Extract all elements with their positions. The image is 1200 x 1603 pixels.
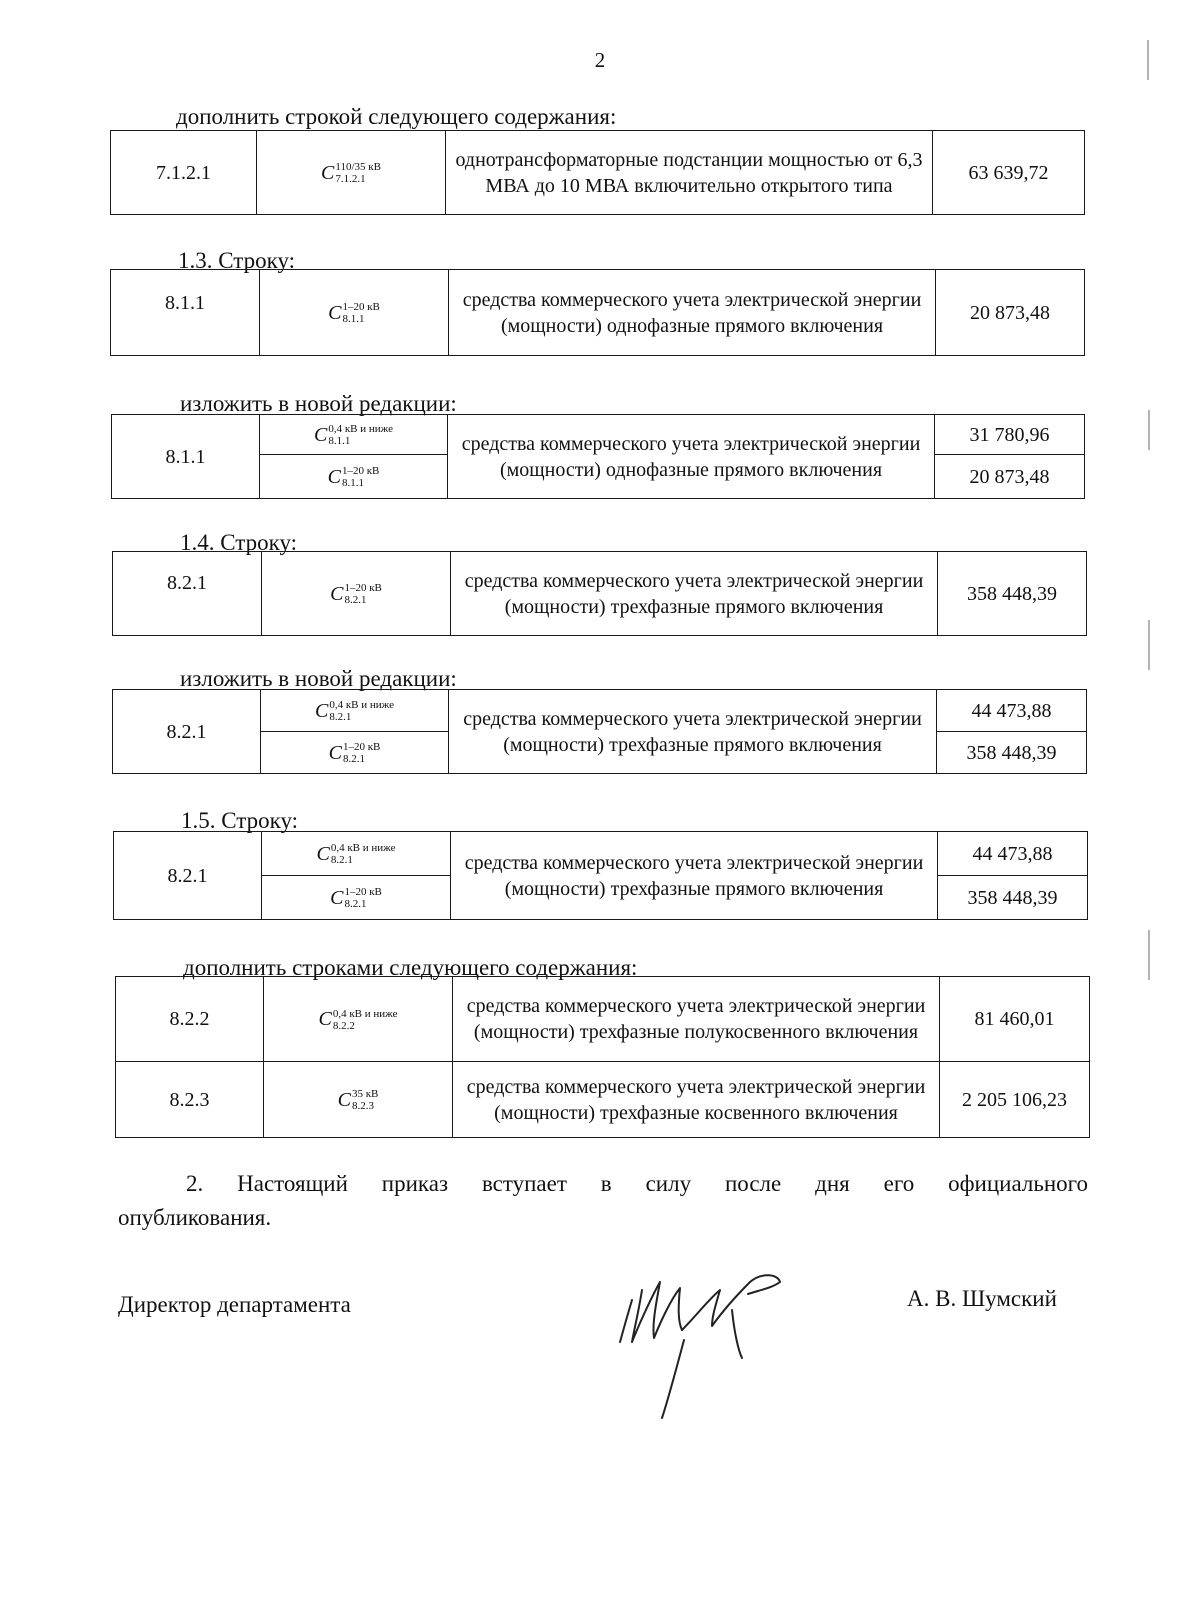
table-row <box>111 270 1085 356</box>
tariff-table <box>115 976 1090 1138</box>
tariff-table <box>110 130 1085 215</box>
section-heading: 1.3. Строку: <box>178 248 296 273</box>
row-description: средства коммерческого учета электрической энергии (мощности) трехфазные полукосвенного включения <box>453 977 940 1062</box>
table-row <box>111 131 1085 215</box>
row-code: 8.1.1 <box>112 415 260 499</box>
row-code: 8.2.1 <box>113 690 261 774</box>
section-heading: изложить в новой редакции: <box>180 391 457 416</box>
row-value: 81 460,01 <box>940 977 1090 1062</box>
row-description: однотрансформаторные подстанции мощностью от 6,3 МВА до 10 МВА включительно открытого типа <box>446 131 933 215</box>
row-code: 8.2.1 <box>113 552 262 636</box>
rate-symbol: C 0,4 кВ и ниже 8.2.2 <box>264 977 453 1062</box>
row-value: 63 639,72 <box>933 131 1085 215</box>
section-heading: изложить в новой редакции: <box>180 666 457 691</box>
tariff-table <box>111 414 1085 499</box>
row-value: 20 873,48 <box>936 270 1085 356</box>
row-value: 358 448,39 <box>938 552 1087 636</box>
paragraph-line: 2. Настоящий приказ вступает в силу после дня его официального <box>186 1171 1088 1196</box>
tariff-table <box>112 689 1087 774</box>
section-heading: 1.4. Строку: <box>180 530 298 555</box>
rate-symbol: C 0,4 кВ и ниже 8.1.1 <box>260 415 448 455</box>
row-description: средства коммерческого учета электрической энергии (мощности) однофазные прямого включения <box>448 415 935 499</box>
rate-symbol: C 1–20 кВ 8.2.1 <box>262 552 451 636</box>
rate-symbol: C 0,4 кВ и ниже 8.2.1 <box>261 690 449 732</box>
page-number: 2 <box>594 48 606 72</box>
rate-symbol: C 35 кВ 8.2.3 <box>264 1062 453 1138</box>
row-description: средства коммерческого учета электрической энергии (мощности) трехфазные прямого включения <box>451 552 938 636</box>
row-code: 7.1.2.1 <box>111 131 257 215</box>
row-value: 2 205 106,23 <box>940 1062 1090 1138</box>
tariff-table <box>113 831 1088 920</box>
scan-artifact-marks <box>1140 30 1160 1030</box>
row-code: 8.2.2 <box>116 977 264 1062</box>
handwritten-signature <box>612 1260 792 1430</box>
table-row <box>116 1062 1090 1138</box>
row-description: средства коммерческого учета электрической энергии (мощности) трехфазные прямого включения <box>451 832 938 920</box>
rate-symbol: C 110/35 кВ 7.1.2.1 <box>257 131 446 215</box>
section-heading: дополнить строками следующего содержания: <box>183 955 638 980</box>
tariff-table <box>110 269 1085 356</box>
table-row <box>113 690 1087 732</box>
rate-symbol: C 0,4 кВ и ниже 8.2.1 <box>262 832 451 876</box>
signatory-name: А. В. Шумский <box>907 1286 1057 1311</box>
table-row <box>116 977 1090 1062</box>
row-value: 44 473,88 <box>938 832 1088 876</box>
signatory-position: Директор департамента <box>118 1292 351 1317</box>
row-code: 8.2.3 <box>116 1062 264 1138</box>
row-description: средства коммерческого учета электрической энергии (мощности) однофазные прямого включения <box>449 270 936 356</box>
row-value: 358 448,39 <box>937 732 1087 774</box>
closing-paragraph <box>118 1167 1088 1235</box>
table-row <box>112 415 1085 455</box>
rate-symbol: C 1–20 кВ 8.2.1 <box>262 876 451 920</box>
row-value: 31 780,96 <box>935 415 1085 455</box>
section-heading: 1.5. Строку: <box>181 808 299 833</box>
table-row <box>113 552 1087 636</box>
row-value: 44 473,88 <box>937 690 1087 732</box>
row-description: средства коммерческого учета электрической энергии (мощности) трехфазные косвенного включения <box>453 1062 940 1138</box>
table-row <box>114 832 1088 876</box>
row-value: 20 873,48 <box>935 455 1085 499</box>
row-value: 358 448,39 <box>938 876 1088 920</box>
paragraph-line: опубликования. <box>118 1205 272 1230</box>
tariff-table <box>112 551 1087 636</box>
section-heading: дополнить строкой следующего содержания: <box>176 104 617 129</box>
rate-symbol: C 1–20 кВ 8.1.1 <box>260 455 448 499</box>
row-code: 8.2.1 <box>114 832 262 920</box>
rate-symbol: C 1–20 кВ 8.2.1 <box>261 732 449 774</box>
row-code: 8.1.1 <box>111 270 260 356</box>
rate-symbol: C 1–20 кВ 8.1.1 <box>260 270 449 356</box>
row-description: средства коммерческого учета электрической энергии (мощности) трехфазные прямого включения <box>449 690 937 774</box>
